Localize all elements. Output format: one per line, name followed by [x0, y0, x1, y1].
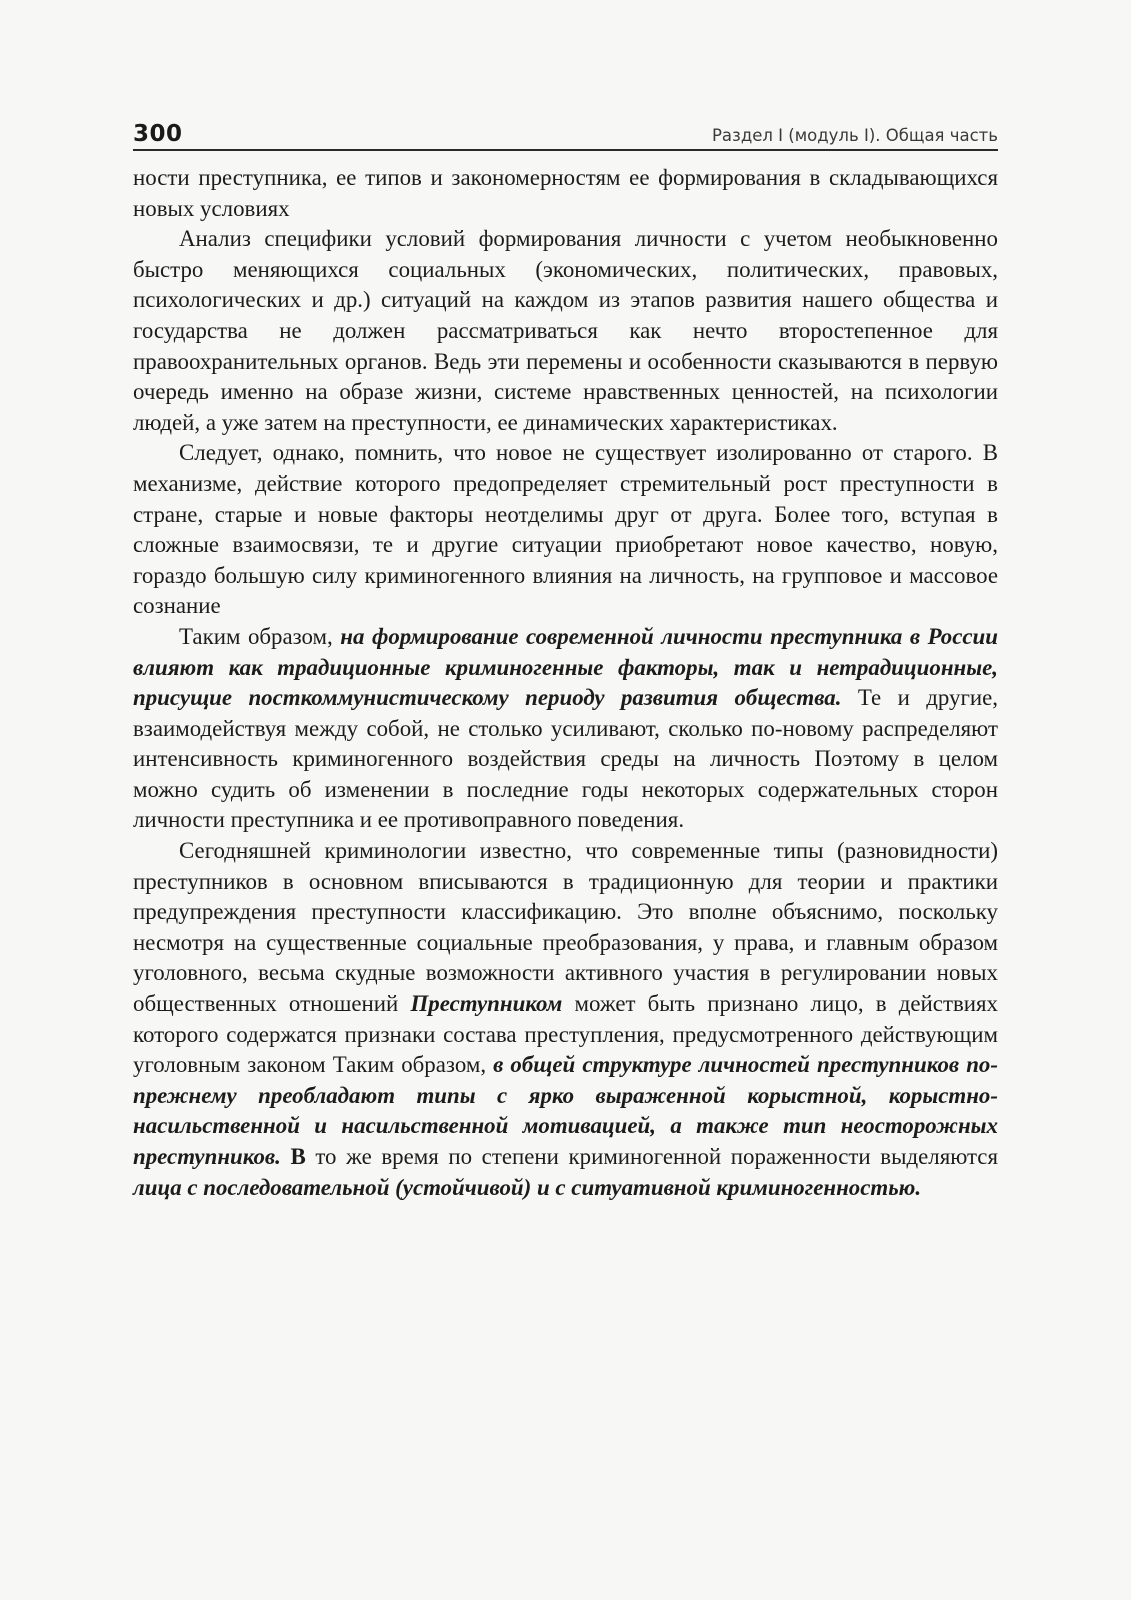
emphasized-text-run: Преступником	[410, 991, 563, 1017]
paragraph	[133, 622, 998, 836]
emphasized-text-run: на формирование современной личности преступника в России влияют как традиционные криминогенные факторы, так и нетрадиционные, присущие посткоммунистическому периоду развития общества.	[133, 623, 998, 711]
text-run: Таким образом,	[179, 623, 341, 649]
paragraph	[133, 836, 998, 1203]
emphasized-text-run: лица с последовательной (устойчивой) и с ситуативной криминогенностью.	[133, 1174, 922, 1200]
paragraph	[133, 163, 998, 224]
book-page	[133, 108, 998, 1203]
text-run: Те и другие, взаимодействуя между собой, не столько усиливают, сколько по-новому распределяют интенсивность криминогенного воздействия среды на личность Поэтому в целом можно судить об изменении в последние годы некоторых содержательных сторон личности преступника и ее противоправного поведения.	[133, 685, 998, 833]
text-run: ности преступника, ее типов и закономерностям ее формирования в складывающихся новых условиях	[133, 165, 998, 221]
section-title: Раздел I (модуль I). Общая часть	[711, 125, 998, 145]
paragraph	[133, 438, 998, 622]
paragraph	[133, 224, 998, 438]
page-number: 300	[133, 121, 183, 147]
running-header	[133, 108, 998, 151]
text-run: может быть признано лицо, в действиях которого содержатся признаки состава преступления, предусмотренного действующим уголовным законом Таким образом,	[133, 991, 998, 1078]
text-run: Сегодняшней криминологии известно, что современные типы (разновидности) преступников в основном вписываются в традиционную для теории и практики предупреждения преступности классификацию. Это вполне объяснимо, поскольку несмотря на существенные социальные преобразования, у права, и главным образом уголовного, весьма скудные возможности активного участия в регулировании новых общественных отношений	[133, 838, 998, 1017]
body-text	[133, 163, 998, 1203]
text-run: Анализ специфики условий формирования личности с учетом необыкновенно быстро меняющихся социальных (экономических, политических, правовых, психологических и др.) ситуаций на каждом из этапов развития нашего общества и государства не должен рассматриваться как нечто второстепенное для правоохранительных органов. Ведь эти перемены и особенности сказываются в первую очередь именно на образе жизни, системе нравственных ценностей, на психологии людей, а уже затем на преступности, ее динамических характеристиках.	[133, 226, 998, 435]
emphasized-text-run: В	[280, 1144, 306, 1169]
text-run: Следует, однако, помнить, что новое не существует изолированно от старого. В механизме, действие которого предопределяет стремительный рост преступности в стране, старые и новые факторы неотделимы друг от друга. Более того, вступая в сложные взаимосвязи, те и другие ситуации приобретают новое качество, новую, гораздо большую силу криминогенного влияния на личность, на групповое и массовое сознание	[133, 440, 998, 619]
emphasized-text-run: в общей структуре личностей преступников по-прежнему преобладают типы с ярко выраженной корыстной, корыстно-насильственной и насильственной мотивацией, а также тип неосторожных преступников.	[133, 1052, 998, 1169]
text-run: то же время по степени криминогенной пораженности выделяются	[305, 1144, 998, 1169]
